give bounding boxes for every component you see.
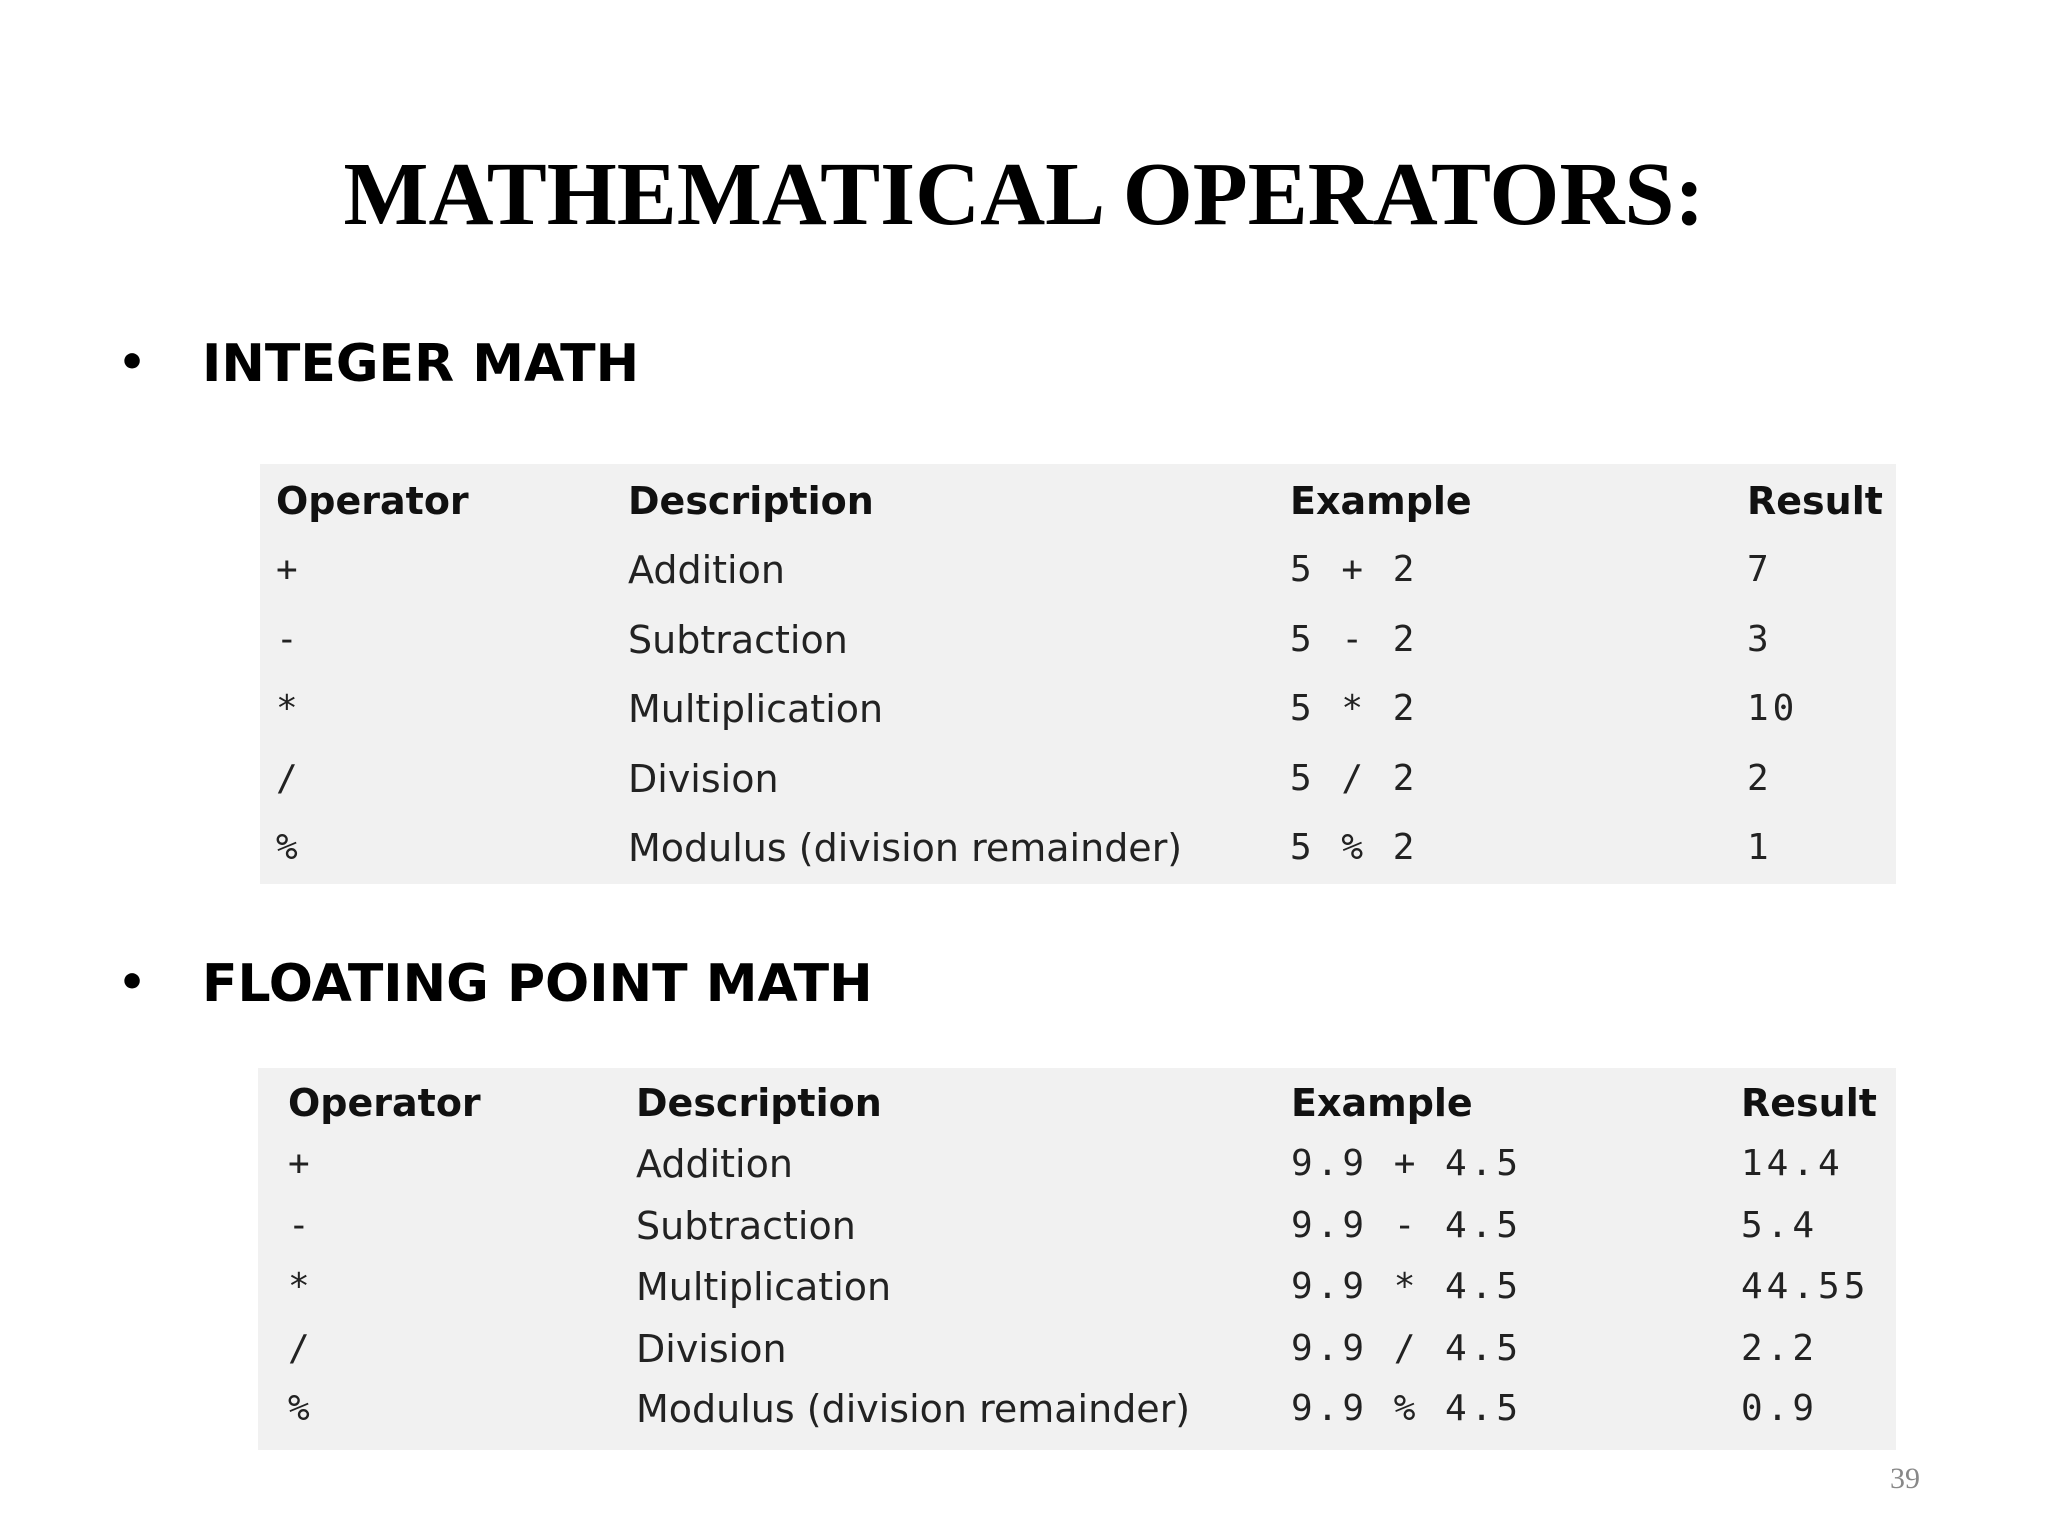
header-example: Example xyxy=(1290,479,1472,523)
cell-operator: % xyxy=(288,1388,314,1429)
cell-description: Division xyxy=(636,1327,787,1371)
header-result: Result xyxy=(1741,1081,1877,1125)
table-row xyxy=(260,545,1896,595)
header-operator: Operator xyxy=(276,479,469,523)
header-description: Description xyxy=(636,1081,882,1125)
section-heading: FLOATING POINT MATH xyxy=(202,954,873,1014)
cell-example: 9.9 + 4.5 xyxy=(1291,1143,1523,1184)
header-example: Example xyxy=(1291,1081,1473,1125)
cell-example: 5 * 2 xyxy=(1290,688,1419,729)
cell-example: 9.9 - 4.5 xyxy=(1291,1205,1523,1246)
cell-description: Subtraction xyxy=(636,1204,856,1248)
cell-example: 5 / 2 xyxy=(1290,758,1419,799)
cell-operator: / xyxy=(288,1328,314,1369)
cell-operator: * xyxy=(276,688,302,729)
cell-result: 1 xyxy=(1747,827,1773,868)
table-row xyxy=(258,1262,1896,1312)
cell-operator: + xyxy=(288,1143,314,1184)
cell-result: 2.2 xyxy=(1741,1328,1819,1369)
integer-math-table xyxy=(260,464,1896,884)
table-row xyxy=(258,1201,1896,1251)
floating-point-math-table xyxy=(258,1068,1896,1450)
bullet-icon: • xyxy=(118,957,147,1008)
cell-example: 5 + 2 xyxy=(1290,549,1419,590)
table-row xyxy=(258,1139,1896,1189)
cell-description: Subtraction xyxy=(628,618,848,662)
cell-example: 5 - 2 xyxy=(1290,619,1419,660)
cell-result: 3 xyxy=(1747,619,1773,660)
page-number: 39 xyxy=(1890,1462,1920,1495)
cell-result: 44.55 xyxy=(1741,1266,1870,1307)
cell-example: 5 % 2 xyxy=(1290,827,1419,868)
bullet-icon: • xyxy=(118,337,147,388)
cell-operator: % xyxy=(276,827,302,868)
cell-description: Addition xyxy=(628,548,785,592)
cell-example: 9.9 * 4.5 xyxy=(1291,1266,1523,1307)
cell-example: 9.9 / 4.5 xyxy=(1291,1328,1523,1369)
cell-result: 5.4 xyxy=(1741,1205,1819,1246)
slide-title: MATHEMATICAL OPERATORS: xyxy=(343,145,1705,244)
cell-description: Multiplication xyxy=(636,1265,892,1309)
header-description: Description xyxy=(628,479,874,523)
cell-operator: / xyxy=(276,758,302,799)
cell-operator: - xyxy=(276,619,302,660)
table-header-row xyxy=(258,1078,1896,1128)
cell-operator: - xyxy=(288,1205,314,1246)
cell-description: Modulus (division remainder) xyxy=(636,1387,1191,1431)
cell-description: Multiplication xyxy=(628,687,884,731)
integer-math-heading xyxy=(118,328,639,399)
section-heading: INTEGER MATH xyxy=(202,334,640,394)
table-row xyxy=(258,1324,1896,1374)
table-row xyxy=(258,1384,1896,1434)
cell-result: 14.4 xyxy=(1741,1143,1844,1184)
cell-result: 7 xyxy=(1747,549,1773,590)
cell-result: 10 xyxy=(1747,688,1799,729)
floating-point-math-heading xyxy=(118,948,873,1019)
cell-example: 9.9 % 4.5 xyxy=(1291,1388,1523,1429)
cell-description: Division xyxy=(628,757,779,801)
table-header-row xyxy=(260,476,1896,526)
cell-operator: * xyxy=(288,1266,314,1307)
header-operator: Operator xyxy=(288,1081,481,1125)
cell-description: Modulus (division remainder) xyxy=(628,826,1183,870)
table-row xyxy=(260,823,1896,873)
table-row xyxy=(260,615,1896,665)
cell-description: Addition xyxy=(636,1142,793,1186)
table-row xyxy=(260,684,1896,734)
cell-operator: + xyxy=(276,549,302,590)
table-row xyxy=(260,754,1896,804)
cell-result: 0.9 xyxy=(1741,1388,1819,1429)
header-result: Result xyxy=(1747,479,1883,523)
cell-result: 2 xyxy=(1747,758,1773,799)
